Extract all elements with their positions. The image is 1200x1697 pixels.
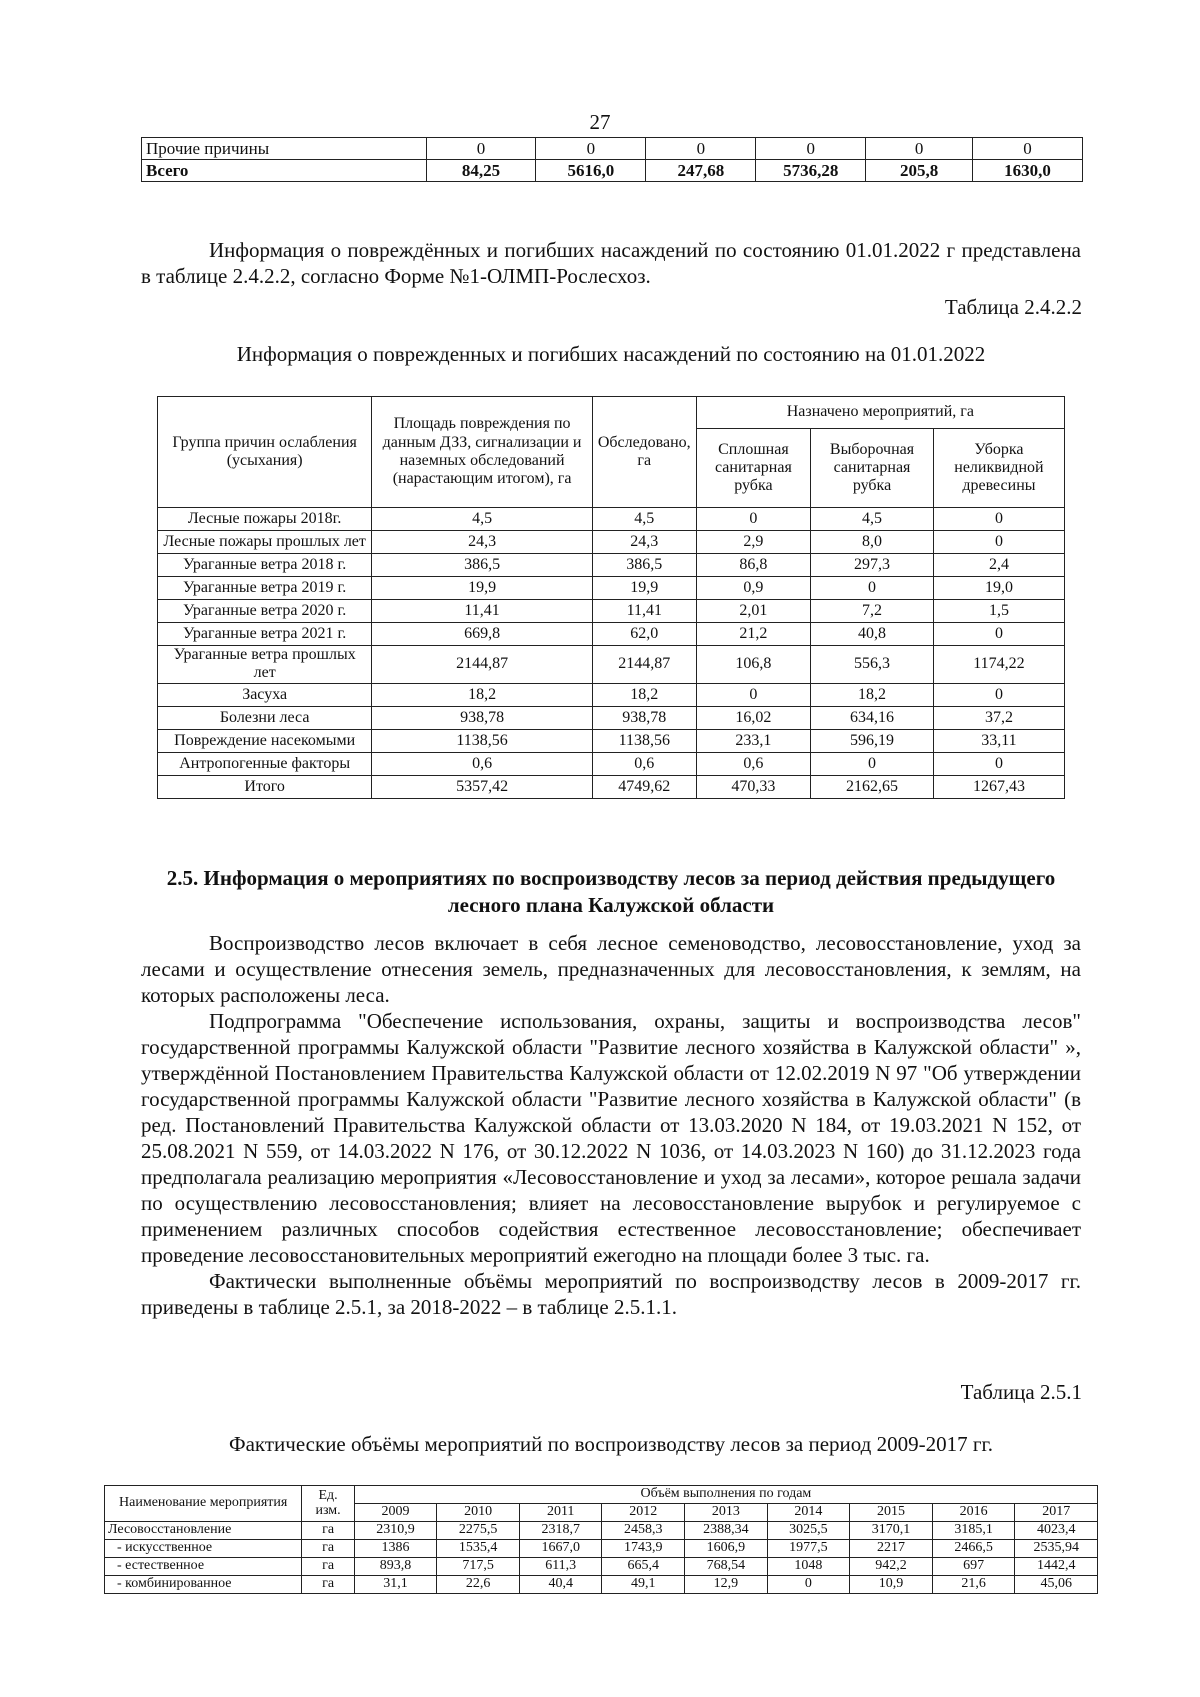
damaged-stands-table <box>157 396 1065 799</box>
table-cell: 8,0 <box>811 531 934 554</box>
row-label: Всего <box>142 160 427 182</box>
intro-paragraph: Информация о повреждённых и погибших насаждений по состоянию 01.01.2022 г представлена в таблице 2.4.2.2, согласно Форме №1-ОЛМП-Рослесхоз. <box>141 238 1081 288</box>
table-cell: 19,9 <box>372 577 593 600</box>
table-cell: 669,8 <box>372 623 593 646</box>
table-cell: 0 <box>973 138 1083 160</box>
table-cell: 4,5 <box>811 508 934 531</box>
table-cell: 5736,28 <box>756 160 866 182</box>
table-row <box>158 554 1065 577</box>
table-cell: 1606,9 <box>685 1540 768 1558</box>
table-cell: 2318,7 <box>519 1522 602 1540</box>
year-header-cell: 2010 <box>437 1504 520 1522</box>
paragraph: Фактически выполненные объёмы мероприятий по воспроизводству лесов в 2009-2017 гг. приведены в таблице 2.5.1, за 2018-2022 – в таблице 2.5.1.1. <box>141 1269 1081 1319</box>
table-cell: 18,2 <box>592 683 696 706</box>
activity-name-cell: - комбинированное <box>105 1576 302 1594</box>
table-row <box>158 531 1065 554</box>
table-cell: 470,33 <box>696 775 810 798</box>
activity-name-cell: - естественное <box>105 1558 302 1576</box>
table-cell: 1174,22 <box>933 646 1064 684</box>
table-cell: 0,9 <box>696 577 810 600</box>
table-cell: 0,6 <box>592 752 696 775</box>
table-cell: 1442,4 <box>1015 1558 1098 1576</box>
table-cell: 247,68 <box>646 160 756 182</box>
cause-cell: Лесные пожары 2018г. <box>158 508 372 531</box>
year-header-cell: 2013 <box>685 1504 768 1522</box>
year-header-cell: 2011 <box>519 1504 602 1522</box>
table-cell: 0 <box>646 138 756 160</box>
cause-cell: Ураганные ветра 2021 г. <box>158 623 372 646</box>
table-cell: 1267,43 <box>933 775 1064 798</box>
table-cell: 11,41 <box>372 600 593 623</box>
table-cell: 22,6 <box>437 1576 520 1594</box>
table-cell: 24,3 <box>372 531 593 554</box>
year-header-cell: 2017 <box>1015 1504 1098 1522</box>
table-title: Фактические объёмы мероприятий по воспроизводству лесов за период 2009-2017 гг. <box>229 1432 993 1456</box>
table-cell: 21,6 <box>932 1576 1015 1594</box>
table-cell: 2162,65 <box>811 775 934 798</box>
table-row <box>158 775 1065 798</box>
year-header-cell: 2015 <box>850 1504 933 1522</box>
cause-cell: Ураганные ветра прошлых лет <box>158 646 372 684</box>
table-cell: 233,1 <box>696 729 810 752</box>
table-cell: 697 <box>932 1558 1015 1576</box>
table-cell: 11,41 <box>592 600 696 623</box>
activity-name-cell: Лесовосстановление <box>105 1522 302 1540</box>
table-row <box>158 752 1065 775</box>
cause-cell: Болезни леса <box>158 706 372 729</box>
table-cell: 1048 <box>767 1558 850 1576</box>
table-cell: 4,5 <box>372 508 593 531</box>
table-cell: 49,1 <box>602 1576 685 1594</box>
table-cell: 4749,62 <box>592 775 696 798</box>
table-cell: 556,3 <box>811 646 934 684</box>
table-cell: 0,6 <box>372 752 593 775</box>
table-cell: 0 <box>933 508 1064 531</box>
cause-cell: Засуха <box>158 683 372 706</box>
table-cell: 938,78 <box>592 706 696 729</box>
table-cell: 3170,1 <box>850 1522 933 1540</box>
table-row <box>158 706 1065 729</box>
table-cell: 0 <box>933 683 1064 706</box>
table-row <box>142 138 1083 160</box>
year-header-cell: 2014 <box>767 1504 850 1522</box>
table-cell: 1743,9 <box>602 1540 685 1558</box>
table-cell: 1,5 <box>933 600 1064 623</box>
table-cell: 3185,1 <box>932 1522 1015 1540</box>
year-header-cell: 2012 <box>602 1504 685 1522</box>
damage-table-body <box>158 508 1065 799</box>
table-cell: 31,1 <box>354 1576 437 1594</box>
table-cell: 37,2 <box>933 706 1064 729</box>
table-cell: 1386 <box>354 1540 437 1558</box>
table-cell: 2144,87 <box>592 646 696 684</box>
table-cell: 3025,5 <box>767 1522 850 1540</box>
cause-cell: Повреждение насекомыми <box>158 729 372 752</box>
table-cell: 4,5 <box>592 508 696 531</box>
table-cell: 2,4 <box>933 554 1064 577</box>
table-cell: 7,2 <box>811 600 934 623</box>
table-row <box>158 623 1065 646</box>
table-label: Таблица 2.4.2.2 <box>944 295 1082 319</box>
header-volume-by-year: Объём выполнения по годам <box>354 1486 1097 1504</box>
table-row <box>105 1558 1098 1576</box>
activity-name-cell: - искусственное <box>105 1540 302 1558</box>
table-cell: 0 <box>933 623 1064 646</box>
table-cell: 0 <box>696 508 810 531</box>
table-row <box>158 508 1065 531</box>
table-cell: 386,5 <box>372 554 593 577</box>
cause-cell: Ураганные ветра 2019 г. <box>158 577 372 600</box>
table-cell: 0 <box>696 683 810 706</box>
header-cause-group: Группа причин ослабления (усыхания) <box>158 397 372 508</box>
table-cell: 33,11 <box>933 729 1064 752</box>
table-cell: 62,0 <box>592 623 696 646</box>
table-row <box>158 729 1065 752</box>
table-label: Таблица 2.5.1 <box>960 1380 1082 1404</box>
header-assigned-measures: Назначено мероприятий, га <box>696 397 1064 429</box>
table-cell: 2466,5 <box>932 1540 1015 1558</box>
table-cell: 2458,3 <box>602 1522 685 1540</box>
table-cell: 717,5 <box>437 1558 520 1576</box>
header-activity-name: Наименование мероприятия <box>105 1486 302 1522</box>
unit-cell: га <box>302 1576 354 1594</box>
table-row-total <box>142 160 1083 182</box>
header-row <box>105 1486 1098 1504</box>
table-cell: 1535,4 <box>437 1540 520 1558</box>
header-row <box>158 397 1065 429</box>
top-summary-table <box>141 137 1083 182</box>
unit-cell: га <box>302 1522 354 1540</box>
table-title: Информация о поврежденных и погибших насаждений по состоянию на 01.01.2022 <box>236 342 986 366</box>
section-heading: 2.5. Информация о мероприятиях по воспроизводству лесов за период действия предыдущего лесного плана Калужской области <box>166 866 1056 917</box>
table-cell: 1630,0 <box>973 160 1083 182</box>
cause-cell: Ураганные ветра 2020 г. <box>158 600 372 623</box>
body-text <box>141 930 1081 1320</box>
table-cell: 18,2 <box>372 683 593 706</box>
table-cell: 2,9 <box>696 531 810 554</box>
cause-cell: Итого <box>158 775 372 798</box>
table-cell: 2,01 <box>696 600 810 623</box>
table-cell: 893,8 <box>354 1558 437 1576</box>
header-damage-area: Площадь повреждения по данным ДЗЗ, сигнализации и наземных обследований (нарастающим итогом), га <box>372 397 593 508</box>
cause-cell: Ураганные ветра 2018 г. <box>158 554 372 577</box>
table-row <box>158 646 1065 684</box>
table-cell: 10,9 <box>850 1576 933 1594</box>
table-cell: 1667,0 <box>519 1540 602 1558</box>
table-cell: 16,02 <box>696 706 810 729</box>
table-cell: 45,06 <box>1015 1576 1098 1594</box>
table-cell: 768,54 <box>685 1558 768 1576</box>
reforestation-volumes-table <box>104 1485 1098 1594</box>
table-row <box>105 1540 1098 1558</box>
table-cell: 2535,94 <box>1015 1540 1098 1558</box>
table-cell: 0,6 <box>696 752 810 775</box>
table-cell: 4023,4 <box>1015 1522 1098 1540</box>
header-unit: Ед. изм. <box>302 1486 354 1522</box>
year-header-cell: 2016 <box>932 1504 1015 1522</box>
table-cell: 19,9 <box>592 577 696 600</box>
table-cell: 0 <box>866 138 973 160</box>
table-cell: 1138,56 <box>592 729 696 752</box>
table-cell: 86,8 <box>696 554 810 577</box>
activities-table-body <box>105 1522 1098 1594</box>
table-cell: 205,8 <box>866 160 973 182</box>
paragraph: Подпрограмма "Обеспечение использования, охраны, защиты и воспроизводства лесов" государственной программы Калужской области "Развитие лесного хозяйства в Калужской области" », утверждённой Постановлением Правительства Калужской области от 12.02.2019 N 97 "Об утверждении государственной программы Калужской области "Развитие лесного хозяйства в Калужской области" (в ред. Постановлений Правительства Калужской области от 13.03.2020 N 184, от 19.03.2021 N 152, от 25.08.2021 N 559, от 14.03.2022 N 176, от 30.12.2022 N 1036, от 14.03.2023 N 160) до 31.12.2023 года предполагала реализацию мероприятия «Лесовосстановление и уход за лесами», которое решала задачи по осуществлению лесовосстановления; влияет на лесовосстановление вырубок и регулируемое с применением различных способов содействия естественное лесовосстановление; обеспечивает проведение лесовосстановительных мероприятий ежегодно на площади более 3 тыс. га. <box>141 1009 1081 1267</box>
table-cell: 12,9 <box>685 1576 768 1594</box>
table-cell: 5616,0 <box>536 160 646 182</box>
table-cell: 84,25 <box>426 160 536 182</box>
table-cell: 5357,42 <box>372 775 593 798</box>
table-cell: 24,3 <box>592 531 696 554</box>
table-cell: 2310,9 <box>354 1522 437 1540</box>
table-cell: 0 <box>767 1576 850 1594</box>
table-cell: 1138,56 <box>372 729 593 752</box>
table-cell: 634,16 <box>811 706 934 729</box>
row-label: Прочие причины <box>142 138 427 160</box>
cause-cell: Лесные пожары прошлых лет <box>158 531 372 554</box>
table-cell: 2217 <box>850 1540 933 1558</box>
table-cell: 611,3 <box>519 1558 602 1576</box>
table-cell: 21,2 <box>696 623 810 646</box>
table-cell: 1977,5 <box>767 1540 850 1558</box>
table-cell: 665,4 <box>602 1558 685 1576</box>
table-cell: 938,78 <box>372 706 593 729</box>
table-row <box>158 577 1065 600</box>
cause-cell: Антропогенные факторы <box>158 752 372 775</box>
table-cell: 0 <box>933 531 1064 554</box>
table-cell: 0 <box>933 752 1064 775</box>
table-cell: 0 <box>811 752 934 775</box>
unit-cell: га <box>302 1540 354 1558</box>
header-clear-cut: Сплошная санитарная рубка <box>696 429 810 508</box>
table-cell: 942,2 <box>850 1558 933 1576</box>
table-cell: 0 <box>536 138 646 160</box>
page-number: 27 <box>589 110 611 134</box>
unit-cell: га <box>302 1558 354 1576</box>
year-header-cell: 2009 <box>354 1504 437 1522</box>
table-cell: 2388,34 <box>685 1522 768 1540</box>
table-cell: 0 <box>426 138 536 160</box>
table-cell: 297,3 <box>811 554 934 577</box>
table-cell: 386,5 <box>592 554 696 577</box>
table-row <box>158 600 1065 623</box>
table-cell: 40,8 <box>811 623 934 646</box>
header-cleanup: Уборка неликвидной древесины <box>933 429 1064 508</box>
table-cell: 2275,5 <box>437 1522 520 1540</box>
table-cell: 19,0 <box>933 577 1064 600</box>
table-row <box>158 683 1065 706</box>
header-selective-cut: Выборочная санитарная рубка <box>811 429 934 508</box>
table-cell: 18,2 <box>811 683 934 706</box>
table-cell: 0 <box>811 577 934 600</box>
table-row <box>105 1522 1098 1540</box>
header-surveyed: Обследовано, га <box>592 397 696 508</box>
table-cell: 596,19 <box>811 729 934 752</box>
paragraph: Воспроизводство лесов включает в себя лесное семеноводство, лесовосстановление, уход за лесами и осуществление отнесения земель, предназначенных для лесовосстановления, к землям, на которых расположены леса. <box>141 931 1081 1007</box>
table-row <box>105 1576 1098 1594</box>
table-cell: 2144,87 <box>372 646 593 684</box>
table-cell: 106,8 <box>696 646 810 684</box>
table-cell: 0 <box>756 138 866 160</box>
table-cell: 40,4 <box>519 1576 602 1594</box>
